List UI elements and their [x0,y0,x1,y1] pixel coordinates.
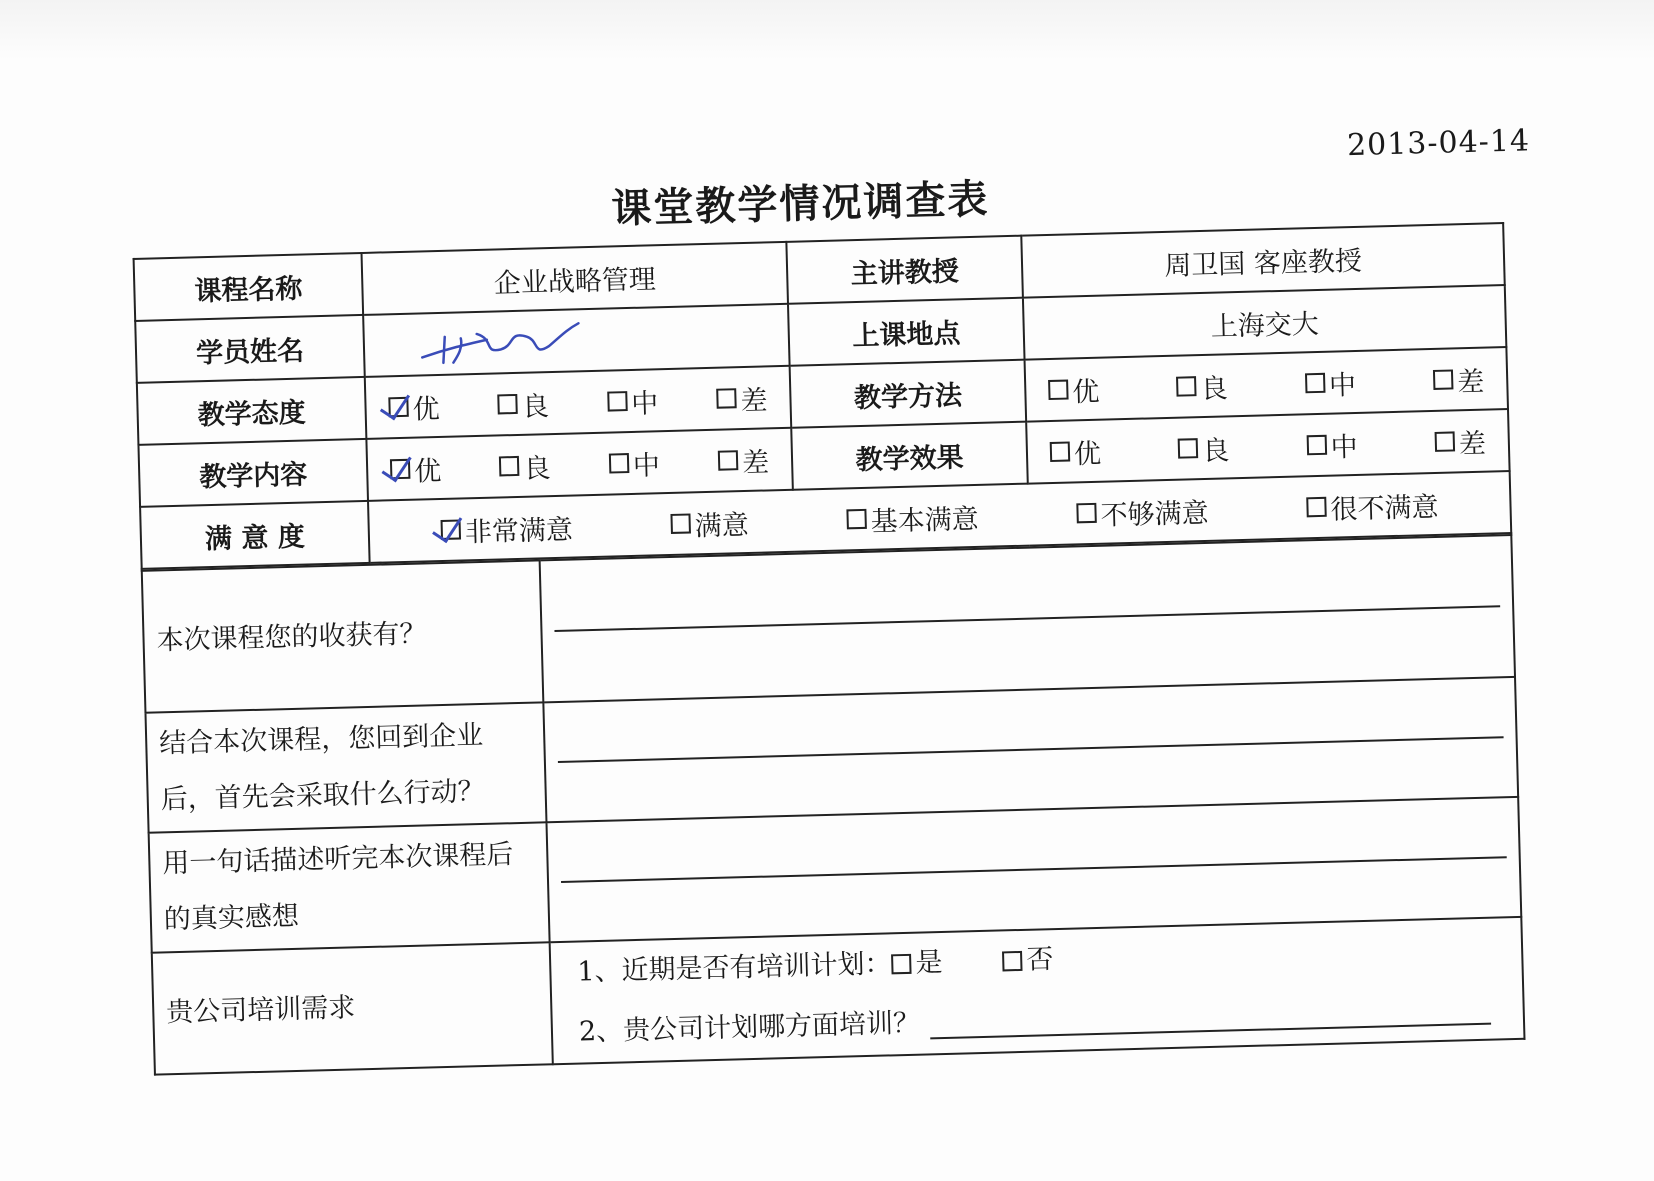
attitude-options [365,366,791,439]
lecturer-value[interactable]: 周卫国 客座教授 [1021,223,1504,298]
attitude-option-excellent[interactable]: 优 [388,386,440,426]
content-label: 教学内容 [138,439,368,507]
checkbox[interactable] [716,388,737,409]
content-option-excellent[interactable]: 优 [390,448,442,488]
attitude-option-good[interactable]: 良 [497,384,549,424]
feeling-question: 用一句话描述听完本次课程后的真实感想 [149,822,550,952]
checkbox-checked[interactable] [441,519,462,540]
training-plan-yes[interactable]: 是 [891,933,944,994]
student-name-field[interactable] [363,304,789,377]
checkbox[interactable] [1435,431,1456,452]
satisfaction-option-very-satisfied[interactable]: 非常满意 [440,507,573,549]
method-label: 教学方法 [790,360,1027,428]
location-label: 上课地点 [788,298,1025,366]
satisfaction-option-not-enough[interactable]: 不够满意 [1076,490,1209,532]
checkbox[interactable] [499,456,520,477]
checkbox[interactable] [1305,373,1326,394]
content-option-medium[interactable]: 中 [608,443,660,483]
method-option-medium[interactable]: 中 [1304,362,1356,402]
effect-option-good[interactable]: 良 [1178,428,1230,468]
course-value[interactable]: 企业战略管理 [362,242,788,315]
attitude-option-medium[interactable]: 中 [607,381,659,421]
checkbox[interactable] [609,453,630,474]
survey-table [133,222,1513,570]
checkbox[interactable] [1433,369,1454,390]
lecturer-label: 主讲教授 [786,236,1023,304]
form-title: 课堂教学情况调查表 [610,176,990,233]
checkbox[interactable] [1306,497,1327,518]
checkbox[interactable] [670,513,691,534]
training-plan-no[interactable]: 否 [1002,930,1055,991]
attitude-option-poor[interactable]: 差 [716,378,768,418]
checkbox[interactable] [1076,503,1097,524]
checkbox[interactable] [498,394,519,415]
checkbox-checked[interactable] [388,397,409,418]
method-option-poor[interactable]: 差 [1433,359,1485,399]
effect-option-poor[interactable]: 差 [1434,421,1486,461]
checkbox[interactable] [1002,951,1023,972]
content-option-poor[interactable]: 差 [718,440,770,480]
checkbox-checked[interactable] [390,459,411,480]
training-plan-question: 1、近期是否有培训计划： [577,948,892,988]
checkbox[interactable] [1306,435,1327,456]
satisfaction-option-basic[interactable]: 基本满意 [846,496,979,538]
attitude-label: 教学态度 [137,377,367,445]
training-area-field[interactable] [930,993,1491,1040]
content-options [366,428,792,501]
checkbox[interactable] [891,954,912,975]
checkbox[interactable] [846,509,867,530]
student-label: 学员姓名 [135,315,365,383]
method-option-excellent[interactable]: 优 [1048,369,1100,409]
satisfaction-option-satisfied[interactable]: 满意 [670,502,749,543]
satisfaction-option-very-dissatisfied[interactable]: 很不满意 [1306,484,1439,526]
gain-question: 本次课程您的收获有？ [142,560,544,712]
location-value[interactable]: 上海交大 [1023,285,1506,360]
checkbox[interactable] [607,391,628,412]
method-option-good[interactable]: 良 [1176,366,1228,406]
survey-sheet [130,123,1555,1119]
course-label: 课程名称 [134,253,364,321]
content-option-good[interactable]: 良 [499,446,551,486]
training-label: 贵公司培训需求 [152,942,553,1074]
action-question: 结合本次课程，您回到企业后，首先会采取什么行动？ [145,702,546,832]
training-answer [550,917,1525,1064]
effect-option-medium[interactable]: 中 [1306,424,1358,464]
effect-option-excellent[interactable]: 优 [1049,431,1101,471]
gain-answer[interactable] [540,535,1515,702]
form-date: 2013-04-14 [1346,123,1531,164]
handwritten-signature [416,315,597,370]
checkbox[interactable] [1176,376,1197,397]
checkbox[interactable] [1178,438,1199,459]
scan-edge [0,0,1654,60]
checkbox[interactable] [1050,441,1071,462]
training-area-question: 2、贵公司计划哪方面培训？ [578,1007,921,1048]
questions-table [141,534,1526,1076]
checkbox[interactable] [1048,380,1069,401]
effect-label: 教学效果 [791,422,1028,490]
satisfaction-label: 满 意 度 [140,501,370,569]
checkbox[interactable] [718,450,739,471]
